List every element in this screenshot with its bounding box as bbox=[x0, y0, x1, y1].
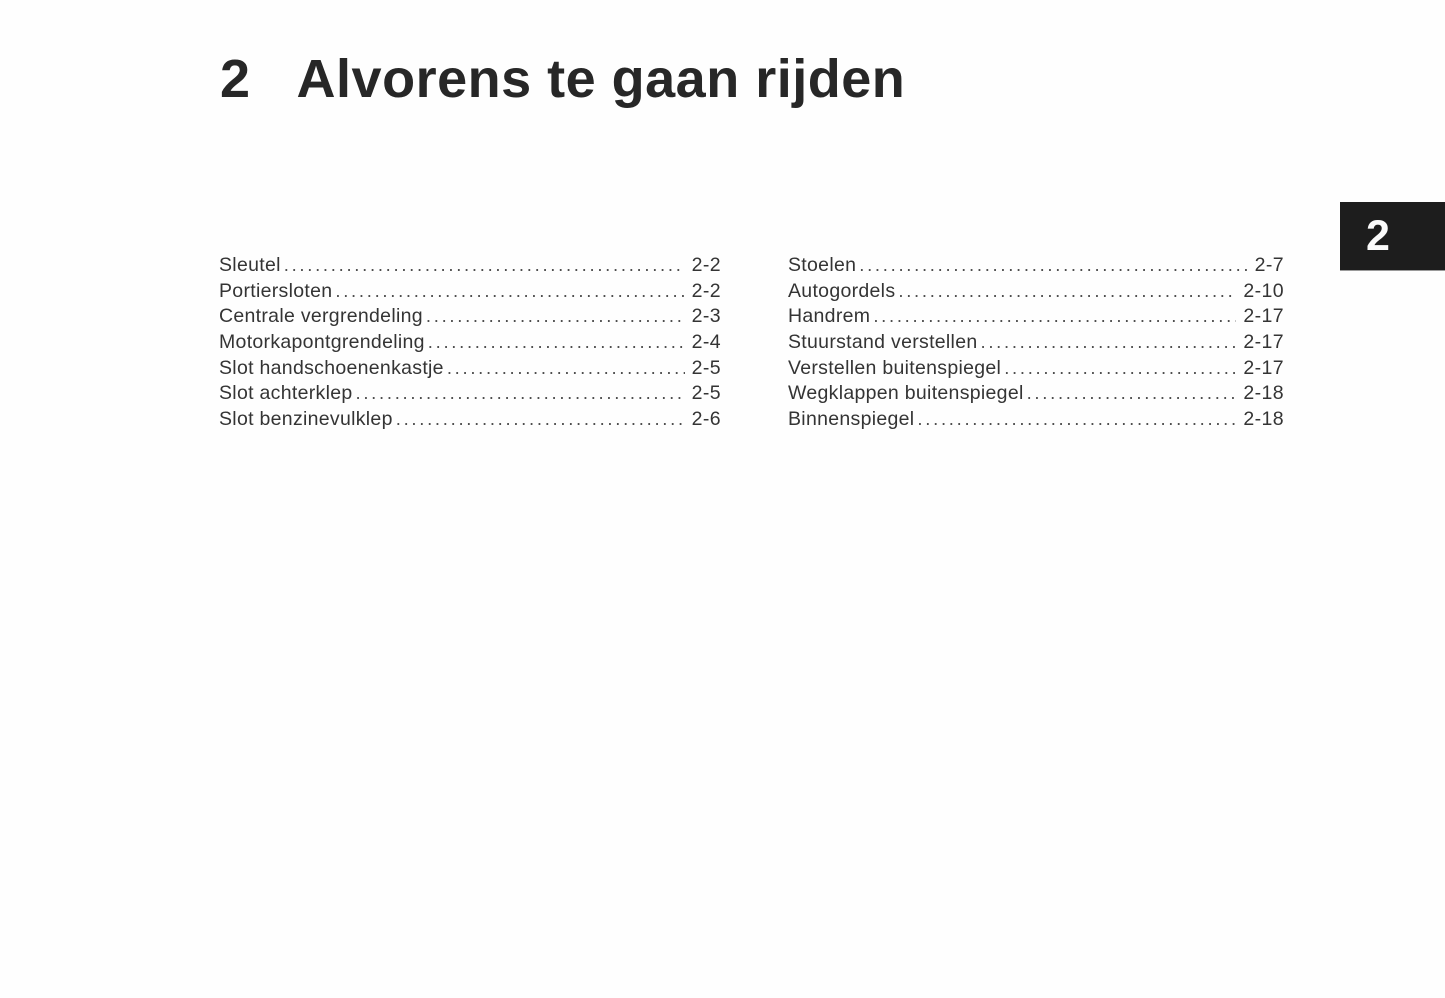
toc-page-number: 2-5 bbox=[691, 382, 721, 405]
toc-entry-label: Motorkapontgrendeling bbox=[219, 331, 425, 354]
toc-page-number: 2-2 bbox=[691, 279, 721, 302]
toc-entry-label: Handrem bbox=[788, 305, 871, 328]
toc-page-number: 2-6 bbox=[691, 408, 721, 431]
toc-entry-label: Stuurstand verstellen bbox=[788, 331, 978, 354]
toc-entry bbox=[219, 357, 721, 383]
toc-entry bbox=[788, 382, 1284, 408]
toc-left-column bbox=[219, 254, 721, 434]
toc-page-number: 2-7 bbox=[1254, 254, 1284, 276]
toc-page-number: 2-10 bbox=[1243, 279, 1284, 302]
toc-page-number: 2-4 bbox=[691, 331, 721, 354]
chapter-side-tab-number: 2 bbox=[1366, 212, 1390, 260]
toc-leader-dots bbox=[1027, 382, 1237, 405]
toc-entry-label: Stoelen bbox=[788, 254, 857, 276]
toc-leader-dots bbox=[335, 280, 684, 303]
chapter-side-tab bbox=[1340, 202, 1445, 270]
toc-entry bbox=[788, 280, 1284, 306]
toc-page-number: 2-17 bbox=[1243, 305, 1284, 328]
toc-entry bbox=[219, 408, 721, 434]
toc-leader-dots bbox=[859, 254, 1247, 277]
toc-entry bbox=[219, 280, 721, 306]
toc-entry bbox=[788, 357, 1284, 383]
toc-entry-label: Sleutel bbox=[219, 254, 281, 276]
chapter-heading bbox=[220, 48, 905, 110]
toc-page-number: 2-3 bbox=[691, 305, 721, 328]
toc-entry bbox=[219, 331, 721, 357]
toc-entry-label: Verstellen buitenspiegel bbox=[788, 356, 1002, 379]
toc-leader-dots bbox=[428, 331, 685, 354]
toc-leader-dots bbox=[356, 382, 685, 405]
chapter-number: 2 bbox=[220, 49, 251, 109]
toc-entry bbox=[788, 305, 1284, 331]
toc-right-column bbox=[788, 254, 1284, 434]
toc-page-number: 2-18 bbox=[1243, 408, 1284, 431]
toc-leader-dots bbox=[396, 408, 685, 431]
toc-page-number: 2-17 bbox=[1243, 331, 1284, 354]
toc-entry bbox=[788, 331, 1284, 357]
toc-leader-dots bbox=[447, 357, 685, 380]
toc-leader-dots bbox=[873, 305, 1236, 328]
toc-leader-dots bbox=[284, 254, 685, 277]
toc-leader-dots bbox=[980, 331, 1236, 354]
toc-entry-label: Binnenspiegel bbox=[788, 408, 915, 431]
toc-page-number: 2-5 bbox=[691, 356, 721, 379]
toc-entry bbox=[788, 254, 1284, 280]
toc-leader-dots bbox=[1004, 357, 1236, 380]
toc-leader-dots bbox=[917, 408, 1236, 431]
toc-entry bbox=[219, 382, 721, 408]
toc-entry-label: Portiersloten bbox=[219, 279, 333, 302]
toc-leader-dots bbox=[898, 280, 1236, 303]
toc-entry-label: Centrale vergrendeling bbox=[219, 305, 423, 328]
toc-page-number: 2-2 bbox=[691, 254, 721, 276]
toc-entry-label: Slot benzinevulklep bbox=[219, 408, 393, 431]
toc-entry-label: Slot handschoenenkastje bbox=[219, 356, 444, 379]
chapter-title: Alvorens te gaan rijden bbox=[296, 49, 906, 109]
toc-entry bbox=[219, 305, 721, 331]
toc-page-number: 2-17 bbox=[1243, 356, 1284, 379]
toc-entry bbox=[219, 254, 721, 280]
toc-entry bbox=[788, 408, 1284, 434]
toc-entry-label: Slot achterklep bbox=[219, 382, 353, 405]
toc-entry-label: Autogordels bbox=[788, 279, 896, 302]
toc-leader-dots bbox=[426, 305, 685, 328]
toc-page-number: 2-18 bbox=[1243, 382, 1284, 405]
toc-entry-label: Wegklappen buitenspiegel bbox=[788, 382, 1024, 405]
